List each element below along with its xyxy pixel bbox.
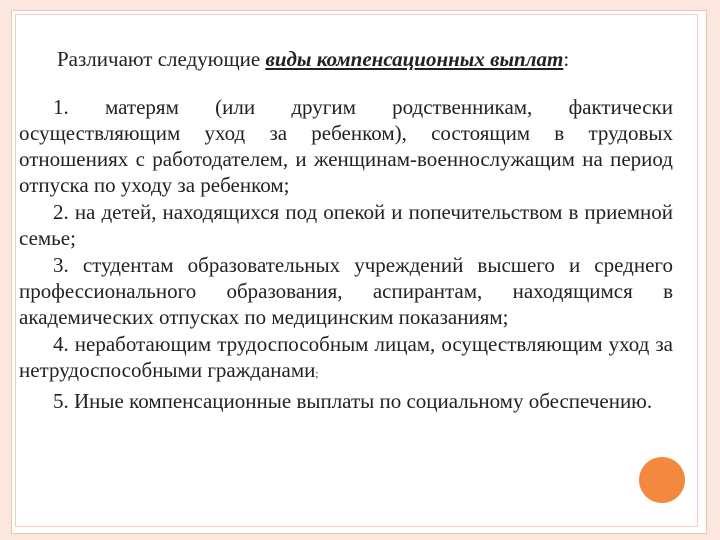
list-item-3: 3. студентам образовательных учреждений высшего и среднего профессионального образования, аспирантам, находящимся в академических отпусках по медицинским показаниям;	[19, 253, 673, 329]
list-item-4-text: 4. неработающим трудоспособным лицам, осуществляющим уход за нетрудоспособными гражданами	[19, 332, 673, 382]
list-item-1: 1. матерям (или другим родственникам, фактически осуществляющим уход за ребенком), состоящим в трудовых отношениях с работодателем, и женщинам-военнослужащим на период отпуска по уходу за ребенком;	[19, 95, 673, 197]
accent-circle	[639, 457, 685, 503]
list-item-2: 2. на детей, находящихся под опекой и попечительством в приемной семье;	[19, 200, 673, 250]
heading-suffix: :	[563, 47, 570, 71]
heading-prefix: Различают следующие	[57, 47, 266, 71]
list-item-4-punct: ;	[315, 368, 319, 380]
list-item-5: 5. Иные компенсационные выплаты по социальному обеспечению.	[53, 389, 653, 413]
heading-term: виды компенсационных выплат	[265, 47, 564, 71]
slide-heading	[57, 46, 673, 72]
slide-content	[19, 46, 673, 415]
list-item-4	[19, 331, 673, 387]
